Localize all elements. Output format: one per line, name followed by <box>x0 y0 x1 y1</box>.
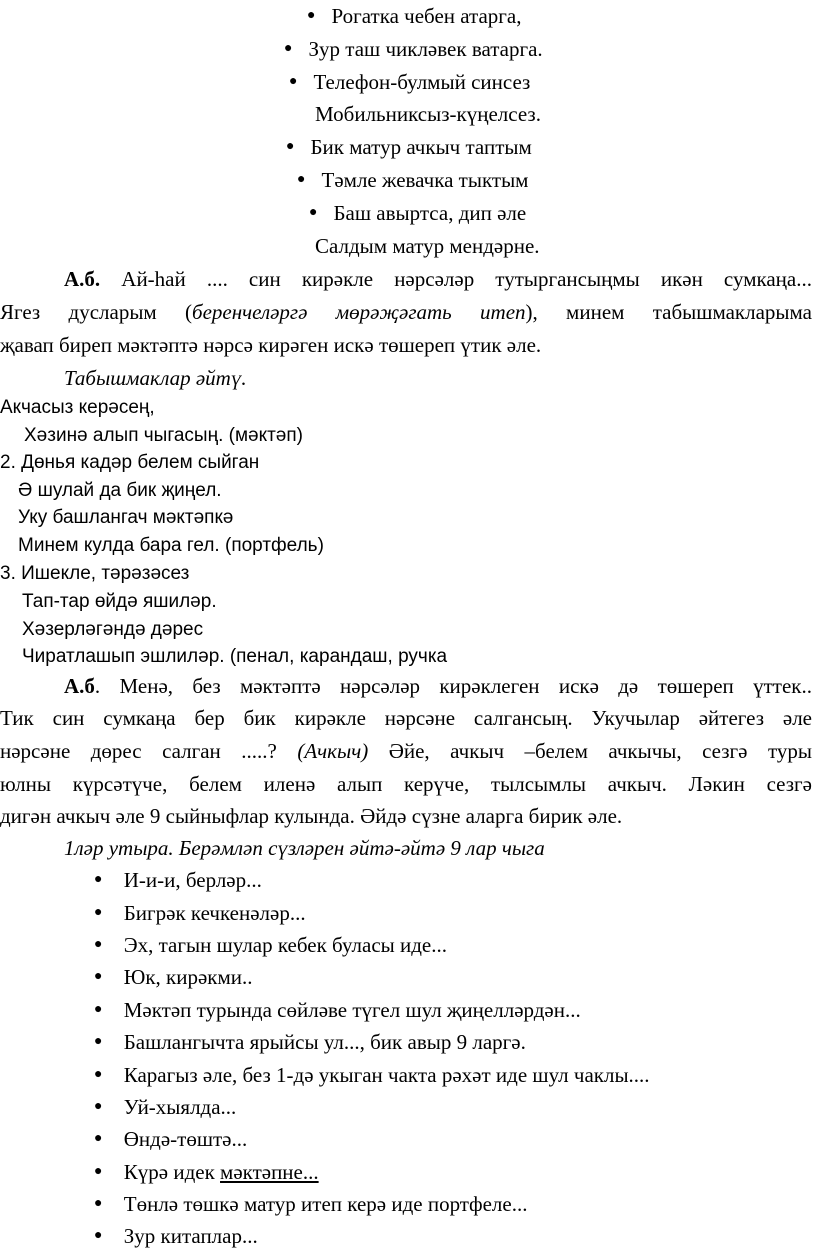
bullet-icon: ● <box>307 8 316 24</box>
riddle-line: Чиратлашып эшлиләр. (пенал, карандаш, ручка <box>22 646 448 667</box>
poem-line: ● Бик матур ачкыч таптым <box>286 135 532 159</box>
riddle-line: Хәзерләгәндә дәрес <box>22 619 204 640</box>
paragraph-line: А.б. Ай-һай .... син кирәкле нәрсәләр тутыргансыңмы икән сумкаңа... <box>64 267 812 291</box>
bullet-icon: ● <box>289 74 298 90</box>
underlined-word: мәктәпне... <box>220 1160 319 1184</box>
list-item: ● Мәктәп турында сөйләве түгел шул җиңелләрдән... <box>94 998 581 1022</box>
riddle-line: Уку башлангач мәктәпкә <box>18 507 234 528</box>
bullet-icon: ● <box>94 1099 103 1115</box>
bullet-icon: ● <box>94 937 103 953</box>
list-item: ● Карагыз әле, без 1-дә укыган чакта рәхәт иде шул чаклы.... <box>94 1063 650 1087</box>
list-item: ● Өндә-төштә... <box>94 1127 248 1151</box>
bullet-icon: ● <box>94 1196 103 1212</box>
bullet-icon: ● <box>94 969 103 985</box>
paragraph-line: юлны күрсәтүче, белем иленә алып керүче, тылсымлы ачкыч. Ләкин сезгә <box>0 772 812 796</box>
poem-line: ● Рогатка чебен атарга, <box>307 4 522 28</box>
list-item: ● Төнлә төшкә матур итеп керә иде портфеле... <box>94 1192 528 1216</box>
riddle-line: 3. Ишекле, тәрәзәсез <box>0 563 190 584</box>
list-item: ● Күрә идек мәктәпне... <box>94 1160 319 1184</box>
paragraph-line: нәрсәне дөрес салган .....? (Ачкыч) Әйе, ачкыч –белем ачкычы, сезгә туры <box>0 739 812 763</box>
riddle-line: Ә шулай да бик җиңел. <box>18 480 222 501</box>
bullet-icon: ● <box>94 1164 103 1180</box>
riddle-line: Тап-тар өйдә яшиләр. <box>22 591 217 612</box>
paragraph-line: А.б. Менә, без мәктәптә нәрсәләр кирәклеген искә дә төшереп үттек.. <box>64 674 812 698</box>
poem-line: ● Телефон-булмый синсез <box>289 70 531 94</box>
list-item: ● Уй-хыялда... <box>94 1095 237 1119</box>
speaker-label: А.б <box>64 674 95 698</box>
paragraph-line: дигән ачкыч әле 9 сыйныфлар кулында. Әйдә сүзне аларга бирик әле. <box>0 804 623 828</box>
bullet-icon: ● <box>286 139 295 155</box>
list-item: ● Юк, кирәкми.. <box>94 965 253 989</box>
list-item: ● Эх, тагын шулар кебек буласы иде... <box>94 933 447 957</box>
list-item: ● И-и-и, берләр... <box>94 868 262 892</box>
riddle-line: 2. Дөнья кадәр белем сыйган <box>0 452 260 473</box>
list-item: ● Зур китаплар... <box>94 1224 258 1248</box>
list-item: ● Башлангычта ярыйсы ул..., бик авыр 9 ларгә. <box>94 1030 526 1054</box>
list-item: ● Бигрәк кечкенәләр... <box>94 901 306 925</box>
paragraph-line: Тик син сумкаңа бер бик кирәкле нәрсәне салгансың. Укучылар әйтегез әле <box>0 706 812 730</box>
bullet-icon: ● <box>94 1034 103 1050</box>
bullet-icon: ● <box>297 172 306 188</box>
poem-line: ● Тәмле жевачка тыктым <box>297 168 529 192</box>
instruction-line: 1ләр утыра. Берәмләп сүзләрен әйтә-әйтә 9 лар чыга <box>64 836 545 860</box>
riddle-line: Минем кулда бара гел. (портфель) <box>18 535 324 556</box>
poem-line: Салдым матур мендәрне. <box>315 234 540 258</box>
bullet-icon: ● <box>284 41 293 57</box>
riddles-intro: Табышмаклар әйтү. <box>64 366 247 390</box>
bullet-icon: ● <box>94 905 103 921</box>
bullet-icon: ● <box>94 1228 103 1244</box>
poem-line: Мобильниксыз-күңелсез. <box>315 102 541 126</box>
bullet-icon: ● <box>94 872 103 888</box>
poem-line: ● Баш авыртса, дип әле <box>309 201 527 225</box>
speaker-label: А.б. <box>64 267 101 291</box>
riddle-line: Хәзинә алып чыгасың. (мәктәп) <box>24 425 303 446</box>
paragraph-line: җавап биреп мәктәптә нәрсә кирәген искә төшереп үтик әле. <box>0 333 542 357</box>
riddle-line: Акчасыз керәсең, <box>0 397 155 418</box>
bullet-icon: ● <box>94 1002 103 1018</box>
bullet-icon: ● <box>94 1067 103 1083</box>
poem-line: ● Зур таш чикләвек ватарга. <box>284 37 543 61</box>
paragraph-line: Ягез дусларым (беренчеләргә мөрәҗәгать итеп), минем табышмакларыма <box>0 300 812 324</box>
bullet-icon: ● <box>309 205 318 221</box>
bullet-icon: ● <box>94 1131 103 1147</box>
